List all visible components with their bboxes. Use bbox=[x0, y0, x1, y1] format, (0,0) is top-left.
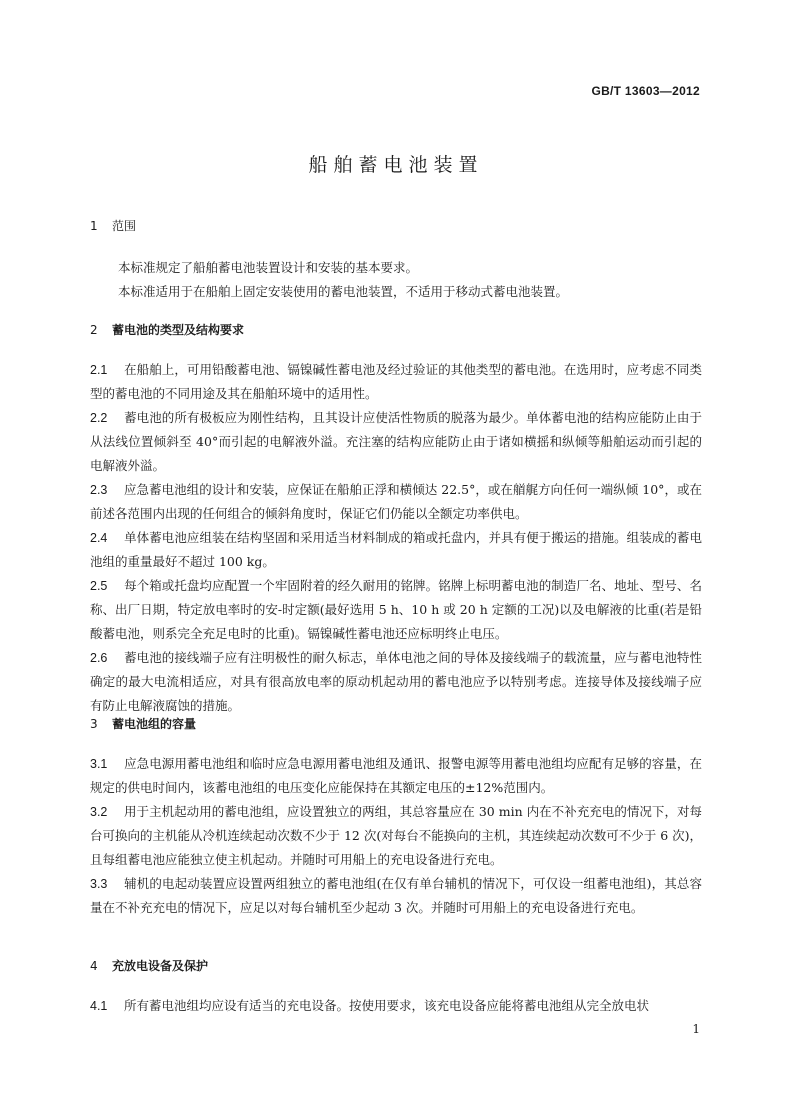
clause bbox=[90, 994, 702, 1018]
clause bbox=[90, 574, 702, 646]
clause-text: 在船舶上，可用铅酸蓄电池、镉镍碱性蓄电池及经过验证的其他类型的蓄电池。在选用时，应考虑不同类型的蓄电池的不同用途及其在船舶环境中的适用性。 bbox=[90, 362, 702, 401]
clause-text: 应急电源用蓄电池组和临时应急电源用蓄电池组及通讯、报警电源等用蓄电池组均应配有足够的容量，在规定的供电时间内，该蓄电池组的电压变化应能保持在其额定电压的±12%范围内。 bbox=[90, 756, 702, 795]
section-heading bbox=[90, 716, 702, 732]
clause-text: 蓄电池的接线端子应有注明极性的耐久标志，单体电池之间的导体及接线端子的载流量，应与蓄电池特性确定的最大电流相适应，对具有很高放电率的原动机起动用的蓄电池应予以特别考虑。连接导体及接线端子应有防止电解液腐蚀的措施。 bbox=[90, 650, 702, 713]
section-number: 3 bbox=[90, 717, 98, 731]
clause-text: 所有蓄电池组均应设有适当的充电设备。按使用要求，该充电设备应能将蓄电池组从完全放电状 bbox=[124, 998, 650, 1013]
section-number: 4 bbox=[90, 959, 98, 973]
section-title: 充放电设备及保护 bbox=[112, 959, 209, 973]
section-heading bbox=[90, 218, 702, 234]
clause bbox=[90, 646, 702, 718]
page-number: 1 bbox=[692, 1022, 700, 1036]
clause-text: 应急蓄电池组的设计和安装，应保证在船舶正浮和横倾达 22.5°，或在艏艉方向任何一端纵倾 10°，或在前述各范围内出现的任何组合的倾斜角度时，保证它们仍能以全额定功率供电。 bbox=[90, 482, 702, 521]
clause bbox=[90, 526, 702, 574]
section-title: 蓄电池组的容量 bbox=[112, 717, 197, 731]
section-types bbox=[90, 322, 702, 718]
section-number: 1 bbox=[90, 219, 98, 233]
clause bbox=[90, 872, 702, 920]
document-title: 船舶蓄电池装置 bbox=[308, 154, 484, 176]
section-number: 2 bbox=[90, 323, 98, 337]
clause-number: 2.6 bbox=[90, 651, 108, 665]
clause bbox=[90, 800, 702, 872]
paragraph: 本标准适用于在船舶上固定安装使用的蓄电池装置，不适用于移动式蓄电池装置。 bbox=[118, 284, 569, 299]
clause-text: 单体蓄电池应组装在结构坚固和采用适当材料制成的箱或托盘内，并具有便于搬运的措施。组装成的蓄电池组的重量最好不超过 100 kg。 bbox=[90, 530, 702, 569]
clause-text: 蓄电池的所有极板应为刚性结构，且其设计应使活性物质的脱落为最少。单体蓄电池的结构应能防止由于从法线位置倾斜至 40°而引起的电解液外溢。充注塞的结构应能防止由于诸如横摇和纵倾等船舶运动而引起的电解液外溢。 bbox=[90, 410, 702, 473]
clause bbox=[90, 406, 702, 478]
clause-number: 3.2 bbox=[90, 805, 108, 819]
clause-number: 4.1 bbox=[90, 999, 108, 1013]
clause-number: 2.1 bbox=[90, 363, 108, 377]
clause-number: 2.3 bbox=[90, 483, 108, 497]
section-capacity bbox=[90, 716, 702, 920]
clause-text: 辅机的电起动装置应设置两组独立的蓄电池组(在仅有单台辅机的情况下，可仅设一组蓄电池组)，其总容量在不补充充电的情况下，应足以对每台辅机至少起动 3 次。并随时可用船上的充电设备进行充电。 bbox=[90, 876, 702, 915]
standard-code: GB/T 13603—2012 bbox=[591, 84, 700, 98]
clause-number: 3.1 bbox=[90, 757, 108, 771]
clause bbox=[90, 478, 702, 526]
paragraph: 本标准规定了船舶蓄电池装置设计和安装的基本要求。 bbox=[118, 260, 419, 275]
clause-text: 用于主机起动用的蓄电池组，应设置独立的两组，其总容量应在 30 min 内在不补充充电的情况下，对每台可换向的主机能从冷机连续起动次数不少于 12 次(对每台不能换向的主机，其连续起动次数可不少于 6 次)，且每组蓄电池应能独立使主机起动。并随时可用船上的充电设备进行充电。 bbox=[90, 804, 703, 867]
clause-number: 2.2 bbox=[90, 411, 108, 425]
section-scope bbox=[90, 218, 702, 304]
section-heading bbox=[90, 958, 702, 974]
clause-number: 2.4 bbox=[90, 531, 108, 545]
clause-number: 2.5 bbox=[90, 579, 108, 593]
clause bbox=[90, 752, 702, 800]
clause-text: 每个箱或托盘均应配置一个牢固附着的经久耐用的铭牌。铭牌上标明蓄电池的制造厂名、地址、型号、名称、出厂日期，特定放电率时的安-时定额(最好选用 5 h、10 h 或 20 h 定额的工况)以及电解液的比重(若是铅酸蓄电池，则系完全充足电时的比重)。镉镍碱性蓄电池还应标明终止电压。 bbox=[90, 578, 702, 641]
section-heading bbox=[90, 322, 702, 338]
clause-number: 3.3 bbox=[90, 877, 108, 891]
section-title: 蓄电池的类型及结构要求 bbox=[112, 323, 245, 337]
clause bbox=[90, 358, 702, 406]
section-title: 范围 bbox=[112, 219, 137, 233]
section-charging bbox=[90, 958, 702, 1018]
